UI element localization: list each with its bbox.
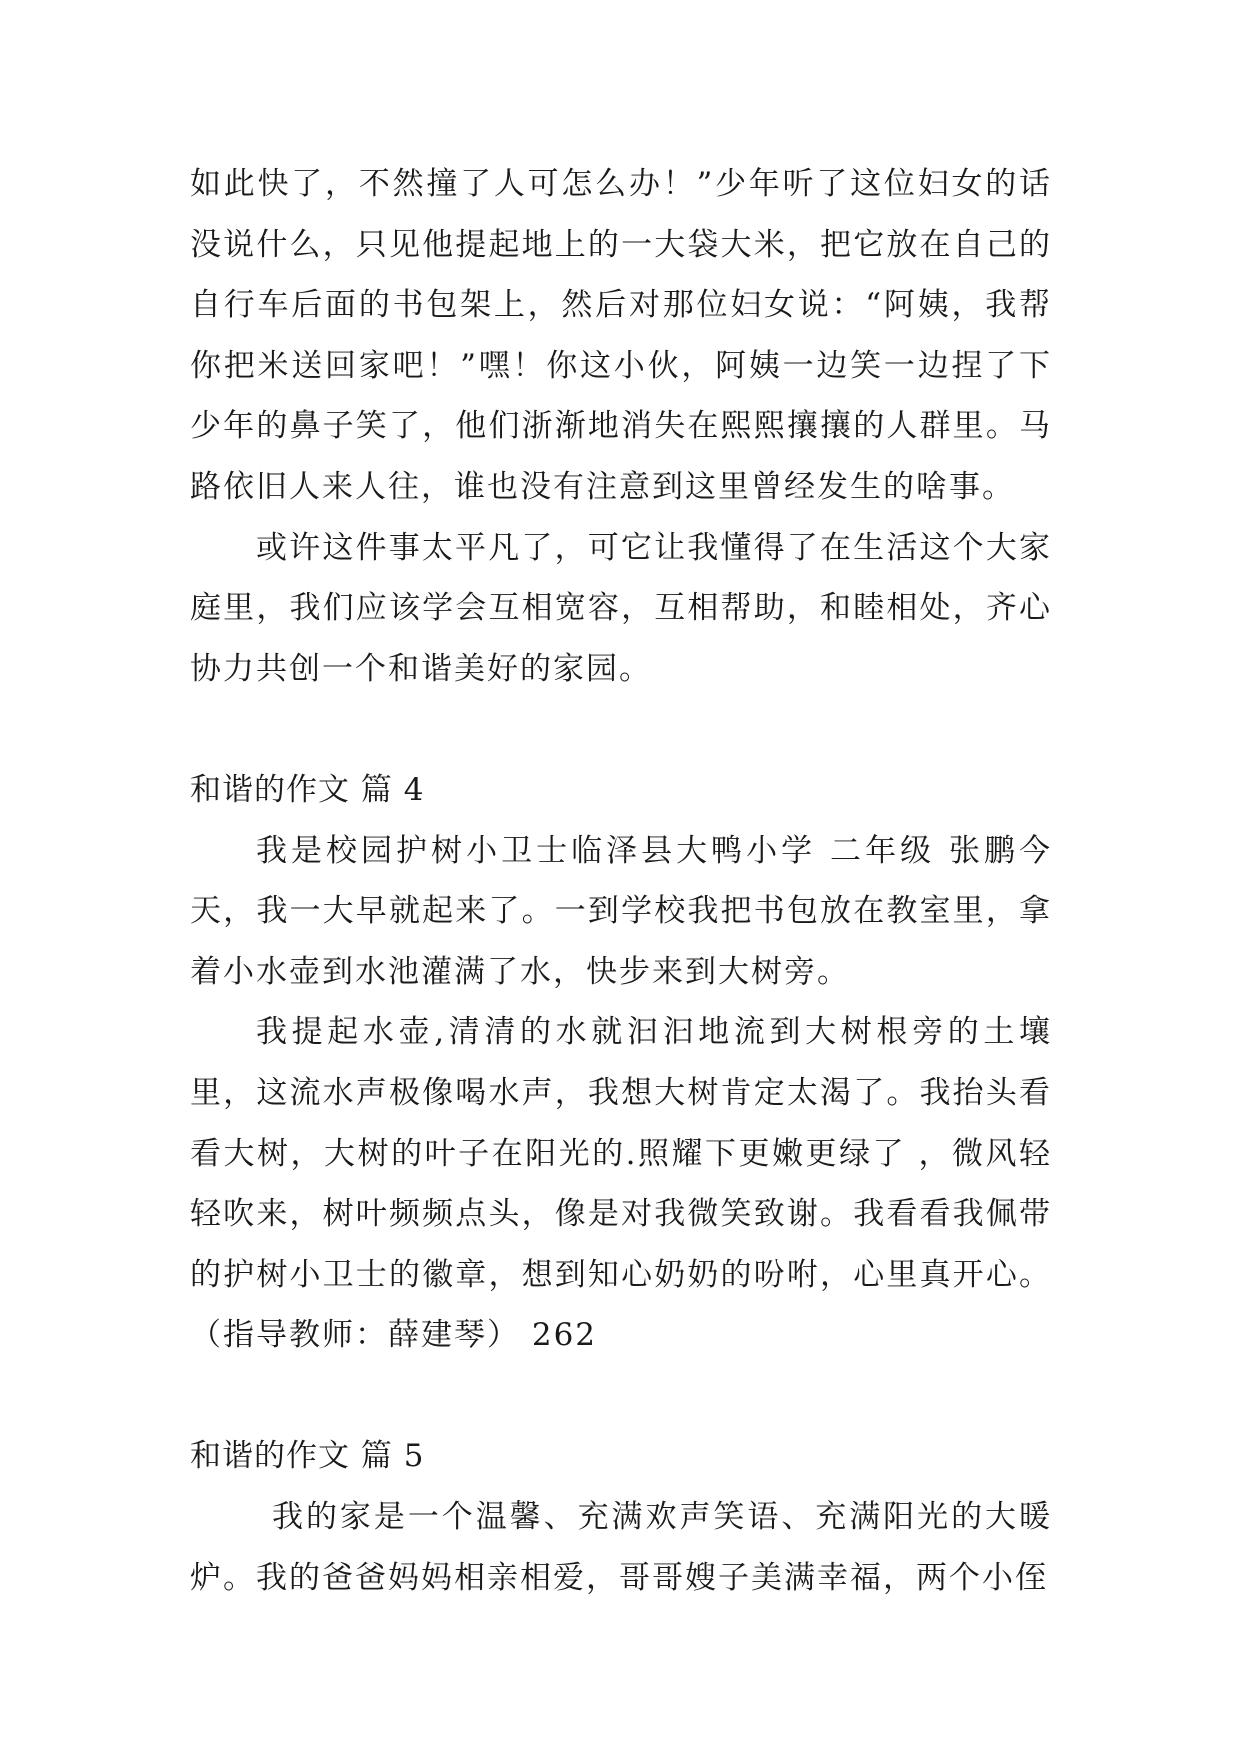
section-heading-4: 和谐的作文 篇 4: [190, 771, 425, 808]
section-heading-5: 和谐的作文 篇 5: [190, 1438, 425, 1475]
paragraph-warm-family: 我的家是一个温馨、充满欢声笑语、充满阳光的大暖炉。我的爸爸妈妈相亲相爱，哥哥嫂子美满幸福，两个小侄: [190, 1499, 1052, 1596]
section-spacer: [190, 1366, 1052, 1427]
paragraph-story-ending: 如此快了，不然撞了人可怎么办！”少年听了这位妇女的话没说什么，只见他提起地上的一大袋大米，把它放在自己的自行车后面的书包架上，然后对那位妇女说：“阿姨，我帮你把米送回家吧！”嘿！你这小伙，阿姨一边笑一边捏了下少年的鼻子笑了，他们浙渐地消失在熙熙攘攘的人群里。马路依旧人来人往，谁也没有注意到这里曾经发生的啥事。: [190, 166, 1052, 505]
paragraph-reflection: 或许这件事太平凡了，可它让我懂得了在生活这个大家庭里，我们应该学会互相宽容，互相帮助，和睦相处，齐心协力共创一个和谐美好的家园。: [190, 529, 1052, 687]
document-body: [190, 154, 1052, 1608]
section-spacer: [190, 699, 1052, 760]
paragraph-tree-guard-watering: 我提起水壶,清清的水就汩汩地流到大树根旁的土壤里，这流水声极像喝水声，我想大树肯定太渴了。我抬头看看大树，大树的叶子在阳光的.照耀下更嫩更绿了 ，微风轻轻吹来，树叶频频点头，像是对我微笑致谢。我看看我佩带的护树小卫士的徽章，想到知心奶奶的吩咐，心里真开心。（指导教师：薛建琴） 262: [190, 1014, 1052, 1354]
paragraph-tree-guard-intro: 我是校园护树小卫士临泽县大鸭小学 二年级 张鹏今天，我一大早就起来了。一到学校我把书包放在教室里，拿着小水壶到水池灌满了水，快步来到大树旁。: [190, 832, 1052, 990]
